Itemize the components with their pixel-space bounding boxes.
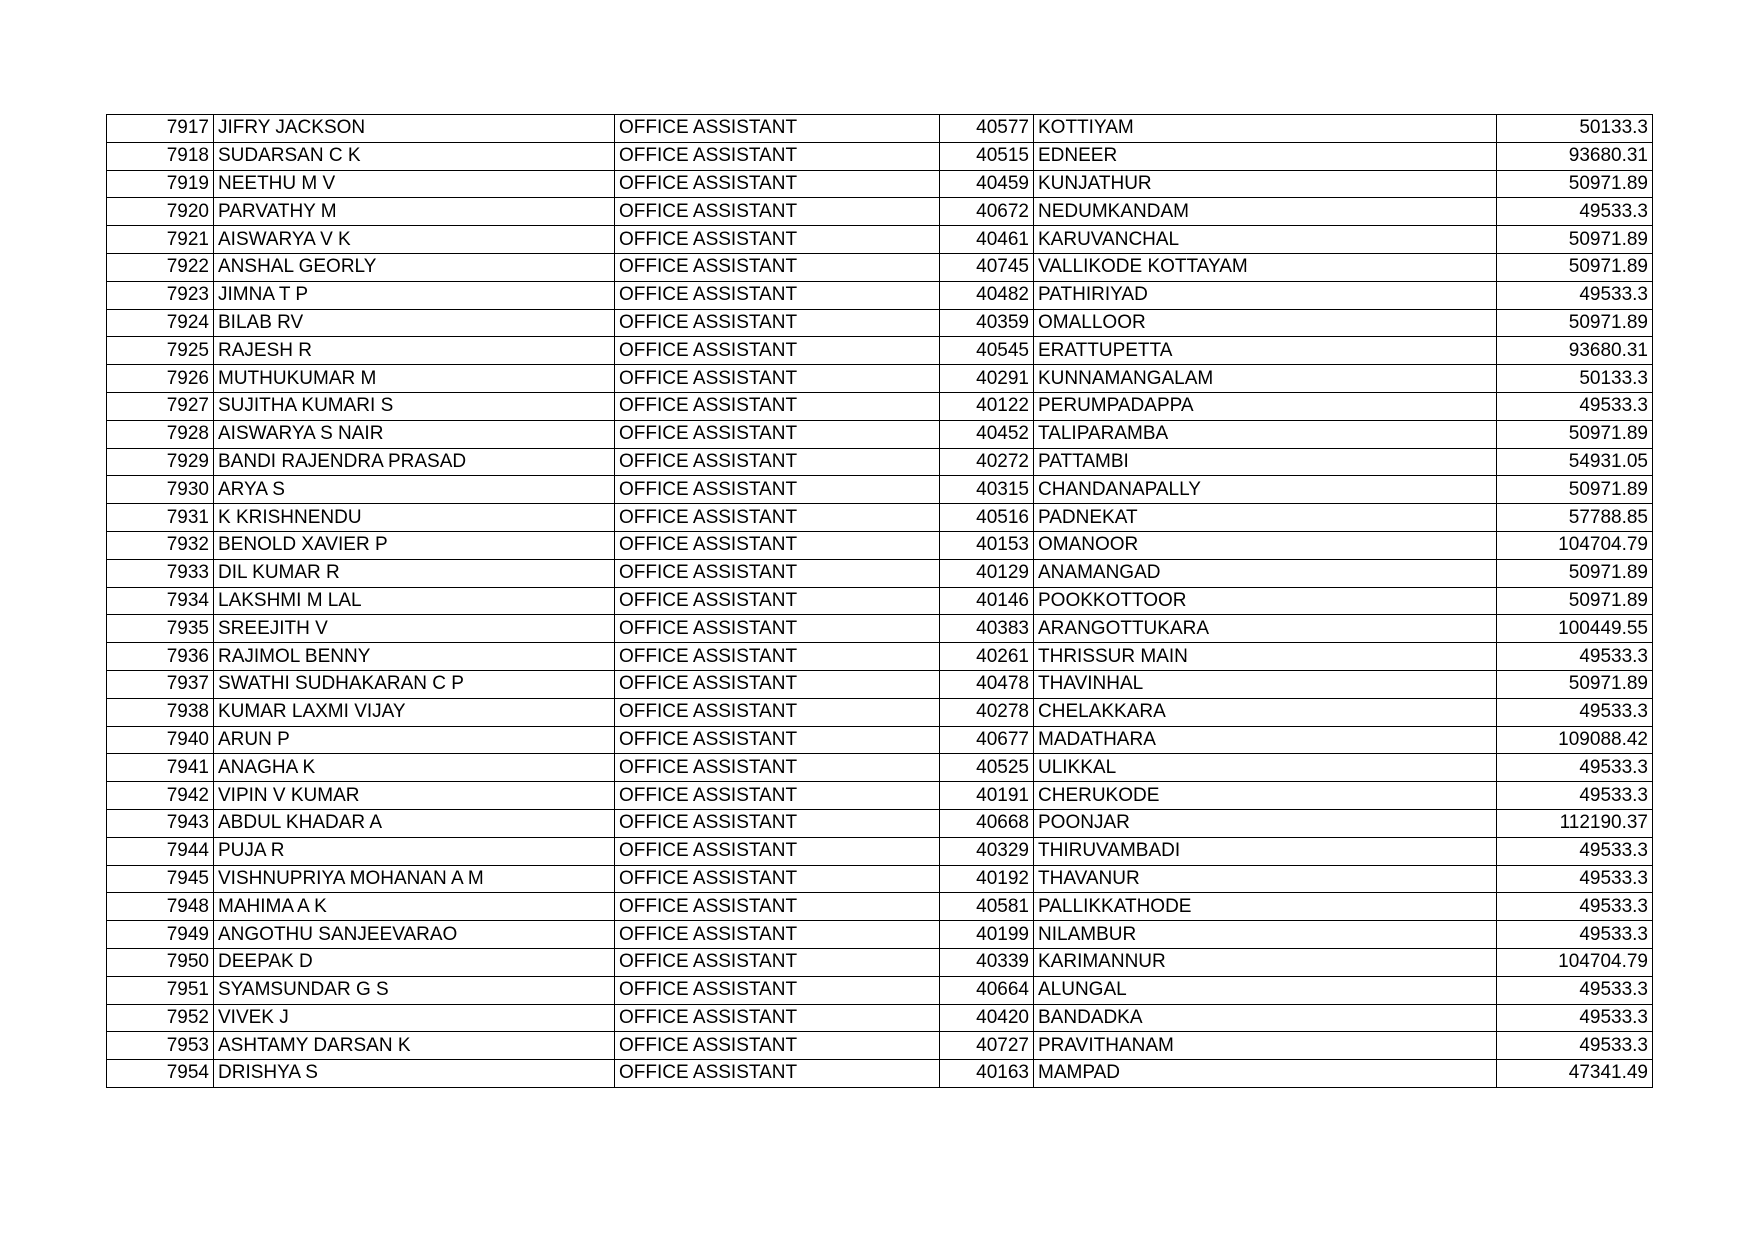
cell-id: 7951 <box>107 976 214 1004</box>
cell-amount: 50971.89 <box>1497 253 1653 281</box>
cell-office: ANAMANGAD <box>1034 559 1497 587</box>
cell-amount: 104704.79 <box>1497 531 1653 559</box>
cell-designation: OFFICE ASSISTANT <box>615 142 940 170</box>
table-row <box>107 865 1653 893</box>
cell-designation: OFFICE ASSISTANT <box>615 726 940 754</box>
cell-amount: 109088.42 <box>1497 726 1653 754</box>
cell-designation: OFFICE ASSISTANT <box>615 976 940 1004</box>
staff-table <box>106 114 1653 1088</box>
table-row <box>107 198 1653 226</box>
cell-id: 7935 <box>107 615 214 643</box>
cell-id: 7932 <box>107 531 214 559</box>
cell-office: TALIPARAMBA <box>1034 420 1497 448</box>
table-row <box>107 670 1653 698</box>
cell-office: ULIKKAL <box>1034 754 1497 782</box>
cell-office: CHELAKKARA <box>1034 698 1497 726</box>
cell-office-code: 40478 <box>940 670 1034 698</box>
cell-office-code: 40261 <box>940 643 1034 671</box>
cell-office: ERATTUPETTA <box>1034 337 1497 365</box>
cell-office-code: 40664 <box>940 976 1034 1004</box>
cell-designation: OFFICE ASSISTANT <box>615 754 940 782</box>
cell-amount: 50971.89 <box>1497 476 1653 504</box>
cell-office: PADNEKAT <box>1034 504 1497 532</box>
cell-designation: OFFICE ASSISTANT <box>615 531 940 559</box>
cell-designation: OFFICE ASSISTANT <box>615 309 940 337</box>
cell-amount: 49533.3 <box>1497 281 1653 309</box>
cell-name: VIPIN V KUMAR <box>214 782 615 810</box>
cell-id: 7917 <box>107 115 214 143</box>
cell-name: JIFRY JACKSON <box>214 115 615 143</box>
cell-office-code: 40383 <box>940 615 1034 643</box>
table-row <box>107 253 1653 281</box>
cell-office: EDNEER <box>1034 142 1497 170</box>
cell-office-code: 40278 <box>940 698 1034 726</box>
document-page <box>106 114 1652 1088</box>
cell-office: OMALLOOR <box>1034 309 1497 337</box>
cell-amount: 57788.85 <box>1497 504 1653 532</box>
cell-amount: 112190.37 <box>1497 809 1653 837</box>
cell-office: PERUMPADAPPA <box>1034 392 1497 420</box>
cell-office-code: 40146 <box>940 587 1034 615</box>
cell-office: ARANGOTTUKARA <box>1034 615 1497 643</box>
cell-designation: OFFICE ASSISTANT <box>615 809 940 837</box>
cell-id: 7925 <box>107 337 214 365</box>
table-row <box>107 115 1653 143</box>
table-row <box>107 281 1653 309</box>
cell-id: 7930 <box>107 476 214 504</box>
cell-name: ARYA S <box>214 476 615 504</box>
table-row <box>107 504 1653 532</box>
cell-designation: OFFICE ASSISTANT <box>615 253 940 281</box>
cell-id: 7927 <box>107 392 214 420</box>
cell-office-code: 40668 <box>940 809 1034 837</box>
cell-office-code: 40153 <box>940 531 1034 559</box>
cell-office: CHERUKODE <box>1034 782 1497 810</box>
cell-name: SYAMSUNDAR G S <box>214 976 615 1004</box>
table-row <box>107 643 1653 671</box>
cell-office: PATTAMBI <box>1034 448 1497 476</box>
table-row <box>107 587 1653 615</box>
table-row <box>107 1060 1653 1088</box>
cell-designation: OFFICE ASSISTANT <box>615 1032 940 1060</box>
table-row <box>107 1004 1653 1032</box>
cell-designation: OFFICE ASSISTANT <box>615 476 940 504</box>
cell-id: 7940 <box>107 726 214 754</box>
cell-id: 7928 <box>107 420 214 448</box>
table-row <box>107 948 1653 976</box>
table-row <box>107 976 1653 1004</box>
table-row <box>107 698 1653 726</box>
cell-designation: OFFICE ASSISTANT <box>615 170 940 198</box>
cell-designation: OFFICE ASSISTANT <box>615 198 940 226</box>
cell-office-code: 40545 <box>940 337 1034 365</box>
cell-office: KARUVANCHAL <box>1034 226 1497 254</box>
cell-name: DRISHYA S <box>214 1060 615 1088</box>
table-row <box>107 921 1653 949</box>
cell-office: NILAMBUR <box>1034 921 1497 949</box>
cell-name: SWATHI SUDHAKARAN C P <box>214 670 615 698</box>
cell-name: BILAB RV <box>214 309 615 337</box>
table-row <box>107 337 1653 365</box>
cell-id: 7936 <box>107 643 214 671</box>
cell-designation: OFFICE ASSISTANT <box>615 281 940 309</box>
cell-amount: 93680.31 <box>1497 337 1653 365</box>
cell-id: 7918 <box>107 142 214 170</box>
cell-office-code: 40192 <box>940 865 1034 893</box>
cell-id: 7922 <box>107 253 214 281</box>
cell-id: 7933 <box>107 559 214 587</box>
cell-amount: 49533.3 <box>1497 754 1653 782</box>
cell-name: BENOLD XAVIER P <box>214 531 615 559</box>
cell-name: BANDI RAJENDRA PRASAD <box>214 448 615 476</box>
cell-name: ARUN P <box>214 726 615 754</box>
cell-office: CHANDANAPALLY <box>1034 476 1497 504</box>
cell-designation: OFFICE ASSISTANT <box>615 893 940 921</box>
cell-amount: 50971.89 <box>1497 309 1653 337</box>
cell-office-code: 40677 <box>940 726 1034 754</box>
cell-office-code: 40525 <box>940 754 1034 782</box>
cell-designation: OFFICE ASSISTANT <box>615 948 940 976</box>
table-row <box>107 476 1653 504</box>
cell-amount: 49533.3 <box>1497 198 1653 226</box>
cell-designation: OFFICE ASSISTANT <box>615 115 940 143</box>
table-row <box>107 1032 1653 1060</box>
cell-designation: OFFICE ASSISTANT <box>615 504 940 532</box>
cell-designation: OFFICE ASSISTANT <box>615 670 940 698</box>
cell-name: DIL KUMAR R <box>214 559 615 587</box>
cell-office: POONJAR <box>1034 809 1497 837</box>
cell-office: KUNJATHUR <box>1034 170 1497 198</box>
cell-id: 7954 <box>107 1060 214 1088</box>
table-row <box>107 837 1653 865</box>
cell-name: MUTHUKUMAR M <box>214 365 615 393</box>
cell-amount: 47341.49 <box>1497 1060 1653 1088</box>
cell-id: 7948 <box>107 893 214 921</box>
cell-designation: OFFICE ASSISTANT <box>615 1004 940 1032</box>
cell-office-code: 40191 <box>940 782 1034 810</box>
cell-office-code: 40452 <box>940 420 1034 448</box>
cell-office-code: 40581 <box>940 893 1034 921</box>
cell-id: 7952 <box>107 1004 214 1032</box>
cell-amount: 54931.05 <box>1497 448 1653 476</box>
cell-amount: 49533.3 <box>1497 1004 1653 1032</box>
cell-amount: 49533.3 <box>1497 837 1653 865</box>
table-row <box>107 754 1653 782</box>
cell-id: 7949 <box>107 921 214 949</box>
cell-designation: OFFICE ASSISTANT <box>615 698 940 726</box>
cell-name: SUJITHA KUMARI S <box>214 392 615 420</box>
cell-office-code: 40420 <box>940 1004 1034 1032</box>
cell-designation: OFFICE ASSISTANT <box>615 559 940 587</box>
cell-office-code: 40461 <box>940 226 1034 254</box>
cell-office: POOKKOTTOOR <box>1034 587 1497 615</box>
table-row <box>107 420 1653 448</box>
cell-amount: 49533.3 <box>1497 698 1653 726</box>
cell-amount: 49533.3 <box>1497 921 1653 949</box>
cell-designation: OFFICE ASSISTANT <box>615 420 940 448</box>
cell-id: 7931 <box>107 504 214 532</box>
cell-amount: 50971.89 <box>1497 559 1653 587</box>
cell-id: 7943 <box>107 809 214 837</box>
cell-name: PARVATHY M <box>214 198 615 226</box>
cell-amount: 49533.3 <box>1497 976 1653 1004</box>
cell-office: THAVANUR <box>1034 865 1497 893</box>
cell-office: KARIMANNUR <box>1034 948 1497 976</box>
cell-id: 7919 <box>107 170 214 198</box>
cell-office: NEDUMKANDAM <box>1034 198 1497 226</box>
cell-office: MAMPAD <box>1034 1060 1497 1088</box>
table-row <box>107 448 1653 476</box>
cell-office-code: 40272 <box>940 448 1034 476</box>
cell-designation: OFFICE ASSISTANT <box>615 226 940 254</box>
cell-office: ALUNGAL <box>1034 976 1497 1004</box>
cell-name: JIMNA T P <box>214 281 615 309</box>
cell-name: KUMAR LAXMI VIJAY <box>214 698 615 726</box>
table-row <box>107 226 1653 254</box>
table-body <box>107 115 1653 1088</box>
cell-id: 7926 <box>107 365 214 393</box>
cell-office-code: 40163 <box>940 1060 1034 1088</box>
cell-amount: 93680.31 <box>1497 142 1653 170</box>
cell-name: AISWARYA V K <box>214 226 615 254</box>
cell-name: MAHIMA A K <box>214 893 615 921</box>
cell-office: THIRUVAMBADI <box>1034 837 1497 865</box>
cell-office-code: 40129 <box>940 559 1034 587</box>
cell-name: SREEJITH V <box>214 615 615 643</box>
cell-amount: 50971.89 <box>1497 226 1653 254</box>
cell-name: DEEPAK D <box>214 948 615 976</box>
cell-amount: 49533.3 <box>1497 893 1653 921</box>
cell-amount: 50133.3 <box>1497 365 1653 393</box>
cell-office-code: 40122 <box>940 392 1034 420</box>
cell-id: 7942 <box>107 782 214 810</box>
cell-id: 7924 <box>107 309 214 337</box>
cell-designation: OFFICE ASSISTANT <box>615 1060 940 1088</box>
cell-id: 7934 <box>107 587 214 615</box>
cell-office: PALLIKKATHODE <box>1034 893 1497 921</box>
table-row <box>107 170 1653 198</box>
cell-name: VIVEK J <box>214 1004 615 1032</box>
cell-office: KOTTIYAM <box>1034 115 1497 143</box>
cell-id: 7923 <box>107 281 214 309</box>
cell-id: 7921 <box>107 226 214 254</box>
cell-office: KUNNAMANGALAM <box>1034 365 1497 393</box>
cell-name: LAKSHMI M LAL <box>214 587 615 615</box>
cell-office-code: 40672 <box>940 198 1034 226</box>
cell-name: SUDARSAN C K <box>214 142 615 170</box>
cell-name: ASHTAMY DARSAN K <box>214 1032 615 1060</box>
cell-office-code: 40459 <box>940 170 1034 198</box>
cell-office: PRAVITHANAM <box>1034 1032 1497 1060</box>
table-row <box>107 531 1653 559</box>
cell-amount: 50971.89 <box>1497 170 1653 198</box>
cell-designation: OFFICE ASSISTANT <box>615 615 940 643</box>
cell-id: 7938 <box>107 698 214 726</box>
table-row <box>107 559 1653 587</box>
table-row <box>107 309 1653 337</box>
cell-designation: OFFICE ASSISTANT <box>615 643 940 671</box>
cell-office: PATHIRIYAD <box>1034 281 1497 309</box>
cell-designation: OFFICE ASSISTANT <box>615 448 940 476</box>
cell-name: AISWARYA S NAIR <box>214 420 615 448</box>
cell-designation: OFFICE ASSISTANT <box>615 365 940 393</box>
cell-office-code: 40315 <box>940 476 1034 504</box>
cell-amount: 49533.3 <box>1497 1032 1653 1060</box>
table-row <box>107 893 1653 921</box>
cell-designation: OFFICE ASSISTANT <box>615 837 940 865</box>
table-row <box>107 726 1653 754</box>
cell-office: THAVINHAL <box>1034 670 1497 698</box>
cell-id: 7929 <box>107 448 214 476</box>
cell-name: VISHNUPRIYA MOHANAN A M <box>214 865 615 893</box>
cell-office: BANDADKA <box>1034 1004 1497 1032</box>
cell-amount: 49533.3 <box>1497 865 1653 893</box>
cell-office-code: 40359 <box>940 309 1034 337</box>
cell-name: RAJIMOL BENNY <box>214 643 615 671</box>
cell-designation: OFFICE ASSISTANT <box>615 392 940 420</box>
cell-amount: 49533.3 <box>1497 392 1653 420</box>
cell-office-code: 40329 <box>940 837 1034 865</box>
cell-id: 7944 <box>107 837 214 865</box>
cell-designation: OFFICE ASSISTANT <box>615 587 940 615</box>
cell-designation: OFFICE ASSISTANT <box>615 921 940 949</box>
cell-designation: OFFICE ASSISTANT <box>615 782 940 810</box>
cell-office: VALLIKODE KOTTAYAM <box>1034 253 1497 281</box>
cell-id: 7920 <box>107 198 214 226</box>
cell-amount: 100449.55 <box>1497 615 1653 643</box>
table-row <box>107 782 1653 810</box>
cell-id: 7950 <box>107 948 214 976</box>
cell-name: ANSHAL GEORLY <box>214 253 615 281</box>
cell-office-code: 40577 <box>940 115 1034 143</box>
cell-office: THRISSUR MAIN <box>1034 643 1497 671</box>
cell-designation: OFFICE ASSISTANT <box>615 337 940 365</box>
cell-designation: OFFICE ASSISTANT <box>615 865 940 893</box>
cell-amount: 104704.79 <box>1497 948 1653 976</box>
cell-office-code: 40745 <box>940 253 1034 281</box>
cell-name: RAJESH R <box>214 337 615 365</box>
cell-amount: 50971.89 <box>1497 420 1653 448</box>
cell-office: OMANOOR <box>1034 531 1497 559</box>
cell-amount: 50971.89 <box>1497 670 1653 698</box>
cell-office-code: 40482 <box>940 281 1034 309</box>
cell-amount: 49533.3 <box>1497 643 1653 671</box>
cell-office-code: 40515 <box>940 142 1034 170</box>
cell-office-code: 40291 <box>940 365 1034 393</box>
cell-id: 7945 <box>107 865 214 893</box>
cell-amount: 50971.89 <box>1497 587 1653 615</box>
cell-name: ABDUL KHADAR A <box>214 809 615 837</box>
cell-amount: 50133.3 <box>1497 115 1653 143</box>
cell-id: 7953 <box>107 1032 214 1060</box>
cell-name: PUJA R <box>214 837 615 865</box>
cell-name: K KRISHNENDU <box>214 504 615 532</box>
cell-name: ANGOTHU SANJEEVARAO <box>214 921 615 949</box>
cell-name: NEETHU M V <box>214 170 615 198</box>
cell-office-code: 40516 <box>940 504 1034 532</box>
cell-id: 7937 <box>107 670 214 698</box>
cell-id: 7941 <box>107 754 214 782</box>
table-row <box>107 142 1653 170</box>
table-row <box>107 392 1653 420</box>
cell-office-code: 40727 <box>940 1032 1034 1060</box>
table-row <box>107 809 1653 837</box>
cell-amount: 49533.3 <box>1497 782 1653 810</box>
cell-office-code: 40199 <box>940 921 1034 949</box>
cell-office: MADATHARA <box>1034 726 1497 754</box>
cell-office-code: 40339 <box>940 948 1034 976</box>
cell-name: ANAGHA K <box>214 754 615 782</box>
table-row <box>107 365 1653 393</box>
table-row <box>107 615 1653 643</box>
